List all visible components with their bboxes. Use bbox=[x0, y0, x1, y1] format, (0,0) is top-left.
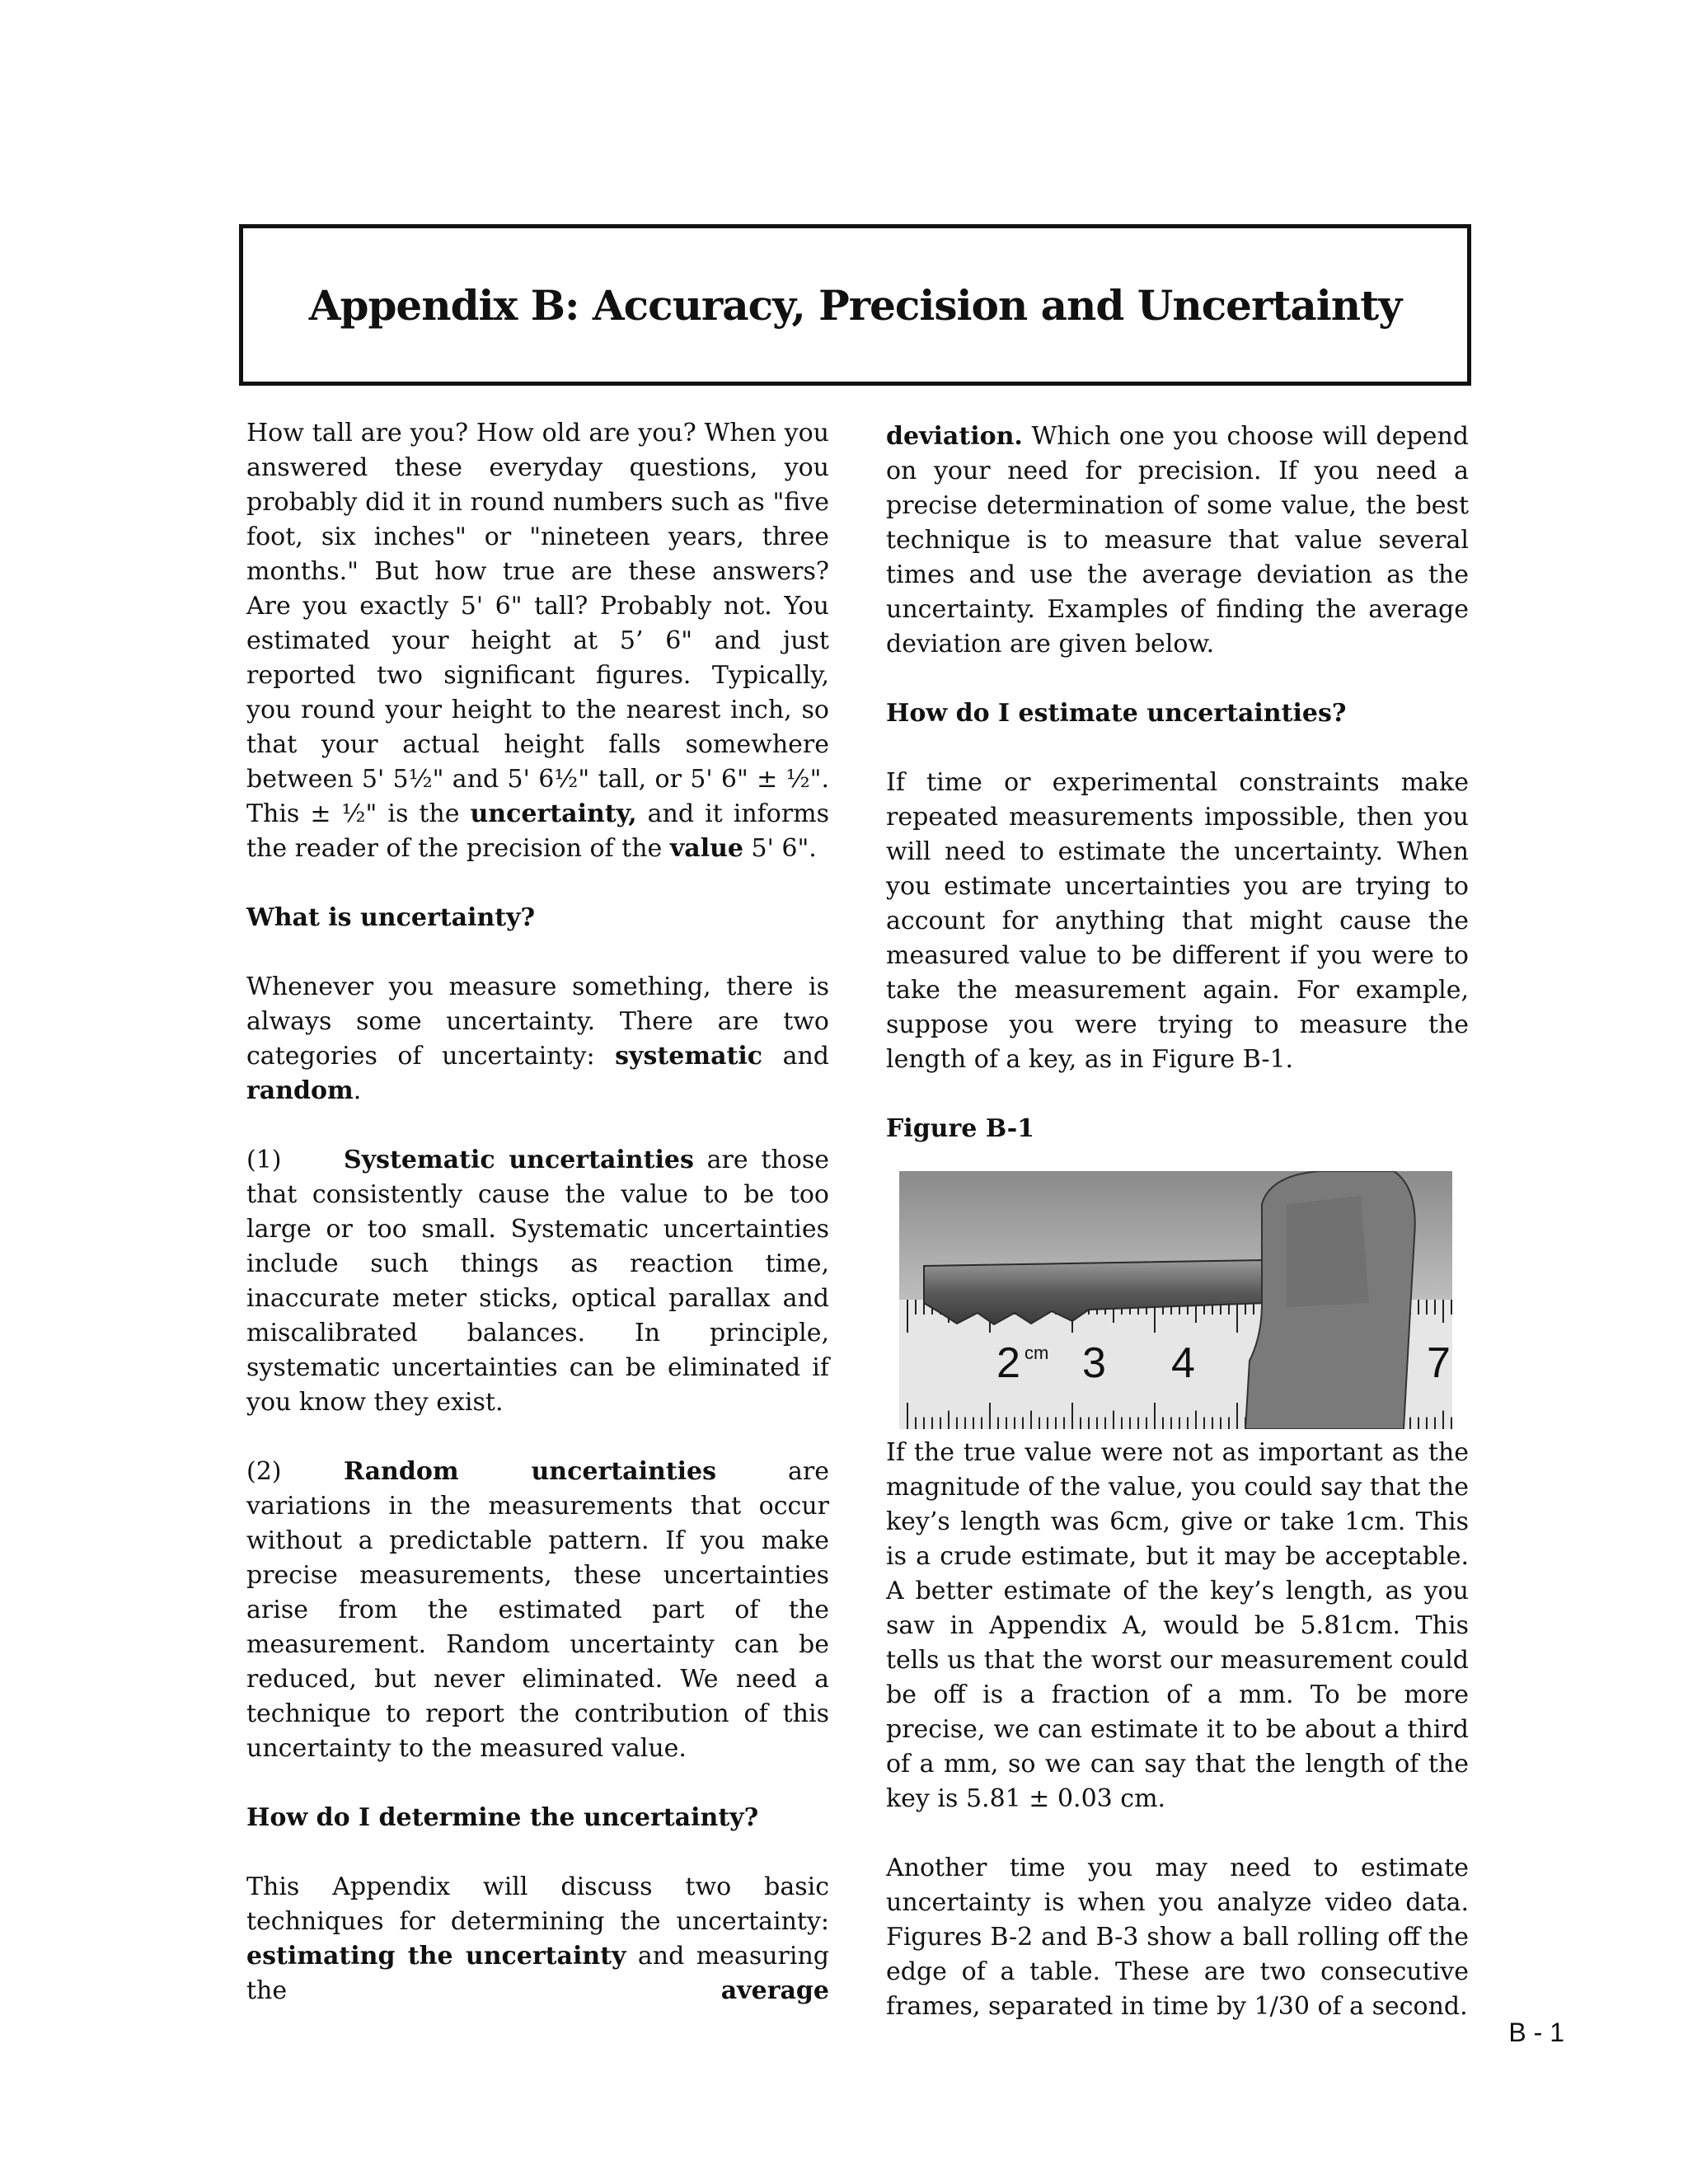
ruler-number-3: 3 bbox=[1082, 1339, 1106, 1387]
right-column bbox=[886, 419, 1469, 2024]
key-length-paragraph: If the true value were not as important as the magnitude of the value, you could say that the key’s length was 6cm, give or take 1cm. This is a crude estimate, but it may be acceptable. A better estimate of the key’s length, as you saw in Appendix A, would be 5.81cm. This tells us that the worst our measurement could be off is a fraction of a mm. To be more precise, we can estimate it to be about a third of a mm, so we can say that the length of the key is 5.81 ± 0.03 cm. bbox=[886, 1438, 1469, 1813]
text-span: Whenever you measure something, there is always some uncertainty. There are two categories of uncertainty: bbox=[246, 972, 829, 1071]
ruler-number-4: 4 bbox=[1171, 1339, 1195, 1387]
figure-label: Figure B-1 bbox=[886, 1114, 1035, 1143]
ruler-number-2: 2 bbox=[996, 1339, 1020, 1387]
page-number: B - 1 bbox=[1508, 2018, 1564, 2047]
text-span: . bbox=[353, 1076, 362, 1105]
left-column bbox=[246, 416, 829, 2008]
bold-term-average: average bbox=[720, 1976, 829, 2005]
systematic-paragraph bbox=[246, 1143, 829, 1420]
bold-term-random: random bbox=[246, 1076, 354, 1105]
deviation-paragraph bbox=[886, 419, 1469, 662]
bold-term-uncertainty: uncertainty, bbox=[470, 799, 637, 828]
text-span: and measuring the bbox=[246, 1942, 829, 2005]
title-box bbox=[239, 224, 1471, 386]
text-span: How tall are you? How old are you? When you answered these everyday questions, you probably did it in round numbers such as "five foot, six inches" or "nineteen years, three months." But how true are these answers? Are you exactly 5' 6" tall? Probably not. You estimated your height at 5’ 6" and just reported two significant figures. Typically, you round your height to the nearest inch, so that your actual height falls somewhere between 5' 5½" and 5' 6½" tall, or 5' 6" ± ½". This ± ½" is the bbox=[246, 419, 829, 828]
heading-what-is-uncertainty: What is uncertainty? bbox=[246, 903, 536, 932]
ruler-number-7: 7 bbox=[1427, 1339, 1451, 1387]
estimate-paragraph: If time or experimental constraints make repeated measurements impossible, then you will need to estimate the uncertainty. When you estimate uncertainties you are trying to account for anything that might cause the measured value to be different if you were to take the measurement again. For example, suppose you were trying to measure the length of a key, as in Figure B-1. bbox=[886, 768, 1469, 1074]
video-data-paragraph: Another time you may need to estimate uncertainty is when you analyze video data. Figures B-2 and B-3 show a ball rolling off the edge of a table. These are two consecutive frames, separated in time by 1/30 of a second. bbox=[886, 1854, 1469, 2021]
text-span: are variations in the measurements that occur without a predictable pattern. If you make precise measurements, these uncertainties arise from the estimated part of the measurement. Random uncertainty can be reduced, but never eliminated. We need a technique to report the contribution of this uncertainty to the measured value. bbox=[246, 1457, 829, 1763]
key-ruler-photo bbox=[899, 1171, 1452, 1429]
heading-determine-uncertainty: How do I determine the uncertainty? bbox=[246, 1803, 759, 1832]
key-ruler-illustration bbox=[899, 1171, 1452, 1429]
bold-term-random-uncertainties: Random uncertainties bbox=[344, 1457, 717, 1486]
text-span: This Appendix will discuss two basic techniques for determining the uncertainty: bbox=[246, 1872, 829, 1936]
random-paragraph bbox=[246, 1455, 829, 1766]
bold-term-systematic: systematic bbox=[615, 1042, 763, 1071]
page-title: Appendix B: Accuracy, Precision and Uncertainty bbox=[308, 280, 1402, 330]
item-number: (2) bbox=[246, 1457, 282, 1486]
intro-paragraph bbox=[246, 416, 829, 866]
bold-term-deviation: deviation. bbox=[886, 422, 1023, 451]
heading-estimate-uncertainties: How do I estimate uncertainties? bbox=[886, 699, 1347, 728]
item-number: (1) bbox=[246, 1146, 282, 1174]
ruler-unit-cm: cm bbox=[1025, 1343, 1049, 1363]
text-span: Which one you choose will depend on your need for precision. If you need a precise determination of some value, the best technique is to measure that value several times and use the average deviation as the uncertainty. Examples of finding the average deviation are given below. bbox=[886, 422, 1469, 658]
bold-term-systematic-uncertainties: Systematic uncertainties bbox=[344, 1146, 694, 1174]
text-span: and it informs the reader of the precision of the bbox=[246, 799, 830, 863]
categories-paragraph bbox=[246, 970, 829, 1108]
bold-term-value: value bbox=[669, 834, 743, 863]
bold-term-estimating: estimating the uncertainty bbox=[246, 1942, 626, 1971]
techniques-paragraph bbox=[246, 1870, 829, 2008]
text-span: and bbox=[762, 1042, 829, 1071]
text-span: are those that consistently cause the value to be too large or too small. Systematic uncertainties include such things as reaction time, inaccurate meter sticks, optical parallax and miscalibrated balances. In principle, systematic uncertainties can be eliminated if you know they exist. bbox=[246, 1146, 830, 1417]
text-span: 5' 6". bbox=[743, 834, 817, 863]
